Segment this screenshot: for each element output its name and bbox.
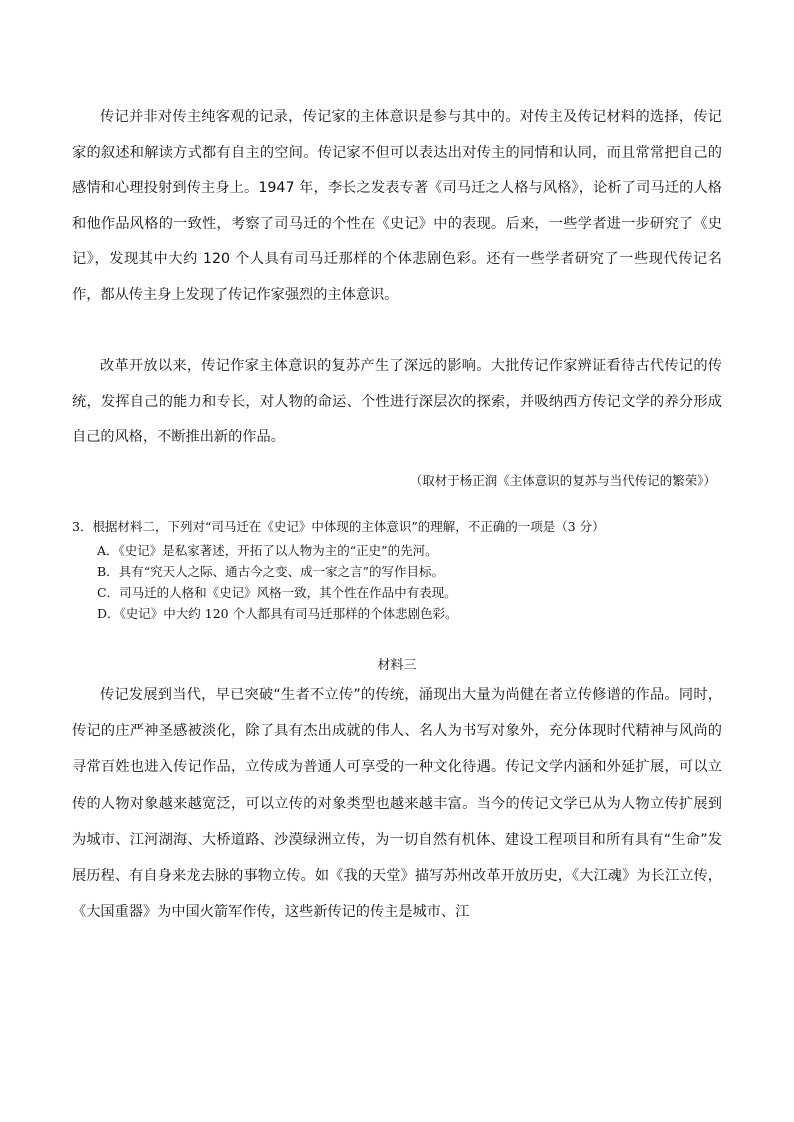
question-3: [72, 518, 732, 624]
material2-paragraph-1-text: 传记并非对传主纯客观的记录，传记家的主体意识是参与其中的。对传主及传记材料的选择，传记家的叙述和解读方式都有自主的空间。传记家不但可以表达出对传主的同情和认同，而且常常把自己的感情和心理投射到传主身上。1947 年，李长之发表专著《司马迁之人格与风格》，论析了司马迁的人格和他作品风格的一致性，考察了司马迁的个性在《史记》中的表现。后来，一些学者进一步研究了《史记》，发现其中大约 120 个人具有司马迁那样的个体悲剧色彩。还有一些学者研究了一些现代传记名作，都从传主身上发现了传记作家强烈的主体意识。: [72, 109, 722, 303]
material2-paragraph-2: [72, 349, 722, 456]
material3-paragraph-text: 传记发展到当代，早已突破“生者不立传”的传统，涌现出大量为尚健在者立传修谱的作品。同时，传记的庄严神圣感被淡化，除了具有杰出成就的伟人、名人为书写对象外，充分体现时代精神与风尚的寻常百姓也进入传记作品，立传成为普通人可享受的一种文化待遇。传记文学内涵和外延扩展，可以立传的人物对象越来越宽泛，可以立传的对象类型也越来越丰富。当今的传记文学已从为人物立传扩展到为城市、江河湖海、大桥道路、沙漠绿洲立传，为一切自然有机体、建设工程项目和所有具有“生命”发展历程、有自身来龙去脉的事物立传。如《我的天堂》描写苏州改革开放历史，《大江魂》为长江立传，《大国重器》为中国火箭军作传，这些新传记的传主是城市、江: [72, 687, 722, 921]
option-text: 《史记》中大约 120 个人都具有司马迁那样的个体悲剧色彩。: [119, 606, 458, 621]
option-a: [97, 540, 732, 561]
option-label: A．: [97, 543, 119, 558]
option-label: D．: [97, 606, 120, 621]
option-d: [97, 603, 732, 624]
option-c: [97, 582, 732, 603]
material3-heading: 材料三: [377, 658, 417, 673]
option-text: 具有“究天人之际、通古今之变、成一家之言”的写作目标。: [118, 564, 444, 579]
answer-options: [97, 540, 732, 624]
question-stem: 3．根据材料二，下列对“司马迁在《史记》中体现的主体意识”的理解，不正确的一项是（3 分）: [72, 519, 605, 534]
option-label: C．: [97, 585, 120, 600]
material3-paragraph: [72, 677, 722, 930]
option-text: 《史记》是私家著述，开拓了以人物为主的“正史”的先河。: [118, 543, 438, 558]
option-text: 司马迁的人格和《史记》风格一致，其个性在作品中有表现。: [119, 585, 457, 600]
material2-paragraph-2-text: 改革开放以来，传记作家主体意识的复苏产生了深远的影响。大批传记作家辨证看待古代传记的传统，发挥自己的能力和专长，对人物的命运、个性进行深层次的探索，并吸纳西方传记文学的养分形成自己的风格，不断推出新的作品。: [72, 358, 722, 445]
option-b: [97, 561, 732, 582]
material2-paragraph-1: [72, 100, 722, 313]
option-label: B．: [97, 564, 119, 579]
source-citation: （取材于杨正润《主体意识的复苏与当代传记的繁荣》）: [409, 473, 716, 488]
